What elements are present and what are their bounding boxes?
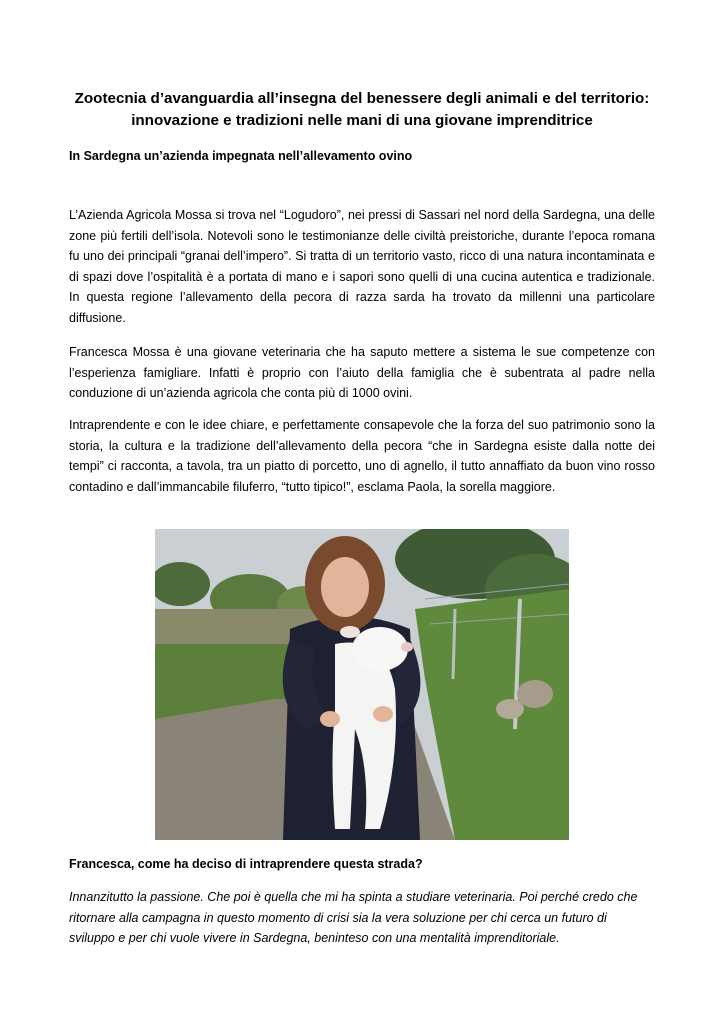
paragraph-2: Francesca Mossa è una giovane veterinaria che ha saputo mettere a sistema le sue competenze con l’esperienza famigliare. Infatti è proprio con l’aiuto della famiglia che è subentrata al padre nella conduzione di un’azienda agricola che conta più di 1000 ovini.: [69, 345, 655, 401]
photo-woman-with-lamb: [155, 529, 569, 840]
interview-question: Francesca, come ha deciso di intraprendere questa strada?: [69, 857, 423, 871]
photo-illustration: [155, 529, 569, 840]
article-subtitle: In Sardegna un’azienda impegnata nell’allevamento ovino: [69, 149, 413, 163]
title-line-1: Zootecnia d’avanguardia all’insegna del benessere degli animali e del territorio:: [74, 90, 650, 107]
paragraph-1: L’Azienda Agricola Mossa si trova nel “Logudoro”, nei pressi di Sassari nel nord della Sardegna, una delle zone più fertili dell’isola. Notevoli sono le testimonianze delle civiltà preistoriche, durante l’epoca romana fu uno dei principali “granai dell’impero”. Si tratta di un territorio vasto, ricco di una natura incontaminata e di spazi dove l’ospitalità è a portata di mano e i sapori sono quelli di una cucina autentica e tradizionale. In questa regione l’allevamento della pecora di razza sarda ha trovato da millenni una particolare diffusione.: [69, 208, 655, 325]
title-line-2: innovazione e tradizioni nelle mani di una giovane imprenditrice: [131, 112, 593, 129]
interview-answer: Innanzitutto la passione. Che poi è quella che mi ha spinta a studiare veterinaria. Poi perché credo che ritornare alla campagna in questo momento di crisi sia la vera soluzione per chi cerca un futuro di sviluppo e per chi vuole vivere in Sardegna, beninteso con una mentalità imprenditoriale.: [69, 890, 638, 946]
article-title: [69, 88, 655, 132]
paragraph-3: Intraprendente e con le idee chiare, e perfettamente consapevole che la forza del suo patrimonio sono la storia, la cultura e la tradizione dell’allevamento della pecora “che in Sardegna esiste dalla notte dei tempi” ci racconta, a tavola, tra un piatto di porcetto, uno di agnello, il tutto annaffiato da buon vino rosso contadino e dall’immancabile filuferro, “tutto tipico!”, esclama Paola, la sorella maggiore.: [69, 418, 655, 494]
